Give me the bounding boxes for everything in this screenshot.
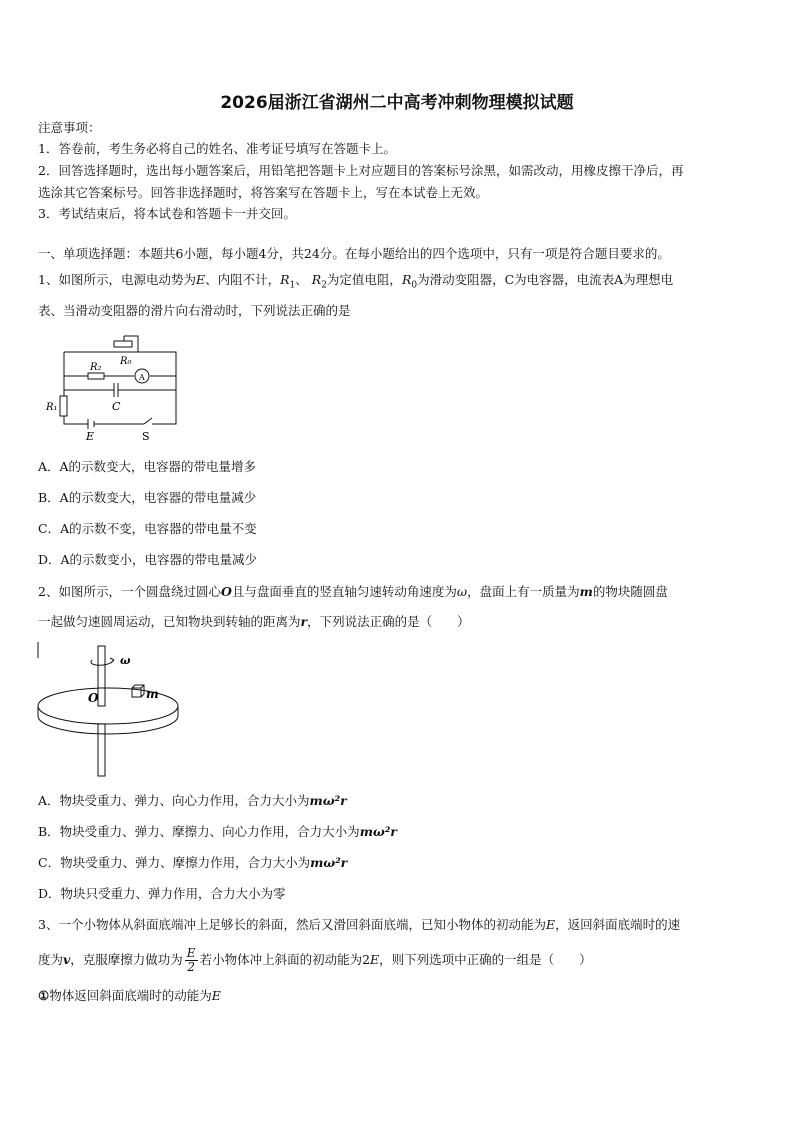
q1-stem-line2: 表、当滑动变阻器的滑片向右滑动时，下列说法正确的是 (38, 303, 351, 318)
ammeter-label: A (139, 373, 145, 382)
q3-stem-line1: 3、一个小物体从斜面底端冲上足够长的斜面，然后又滑回斜面底端，已知小物体的初动能为E，返回斜面底端时的速 (38, 917, 681, 932)
q1-option-c[interactable]: C．A的示数不变，电容器的带电量不变 (38, 521, 257, 536)
q1-option-a[interactable]: A．A的示数变大，电容器的带电量增多 (38, 459, 257, 474)
q3-statement-1: ①物体返回斜面底端时的动能为E (38, 988, 221, 1003)
q2-option-a[interactable]: A．物块受重力、弹力、向心力作用，合力大小为mω²r (38, 793, 347, 808)
q2-option-d[interactable]: D．物块只受重力、弹力作用，合力大小为零 (38, 886, 286, 901)
page-title: 2026届浙江省湖州二中高考冲刺物理模拟试题 (220, 93, 574, 113)
q2-option-b[interactable]: B．物块受重力、弹力、摩擦力、向心力作用，合力大小为mω²r (38, 824, 397, 839)
q3-stem-line2: 度为v，克服摩擦力做功为 $\frac{E}{2}$ 若小物体冲上斜面的初动能为2E，则下列选项中正确的一组是（ ） (38, 946, 592, 974)
center-o-label: O (88, 691, 99, 705)
q1-option-d[interactable]: D．A的示数变小，电容器的带电量减少 (38, 552, 258, 567)
notice-item-3: 3．考试结束后，将本试卷和答题卡一并交回。 (38, 206, 296, 221)
r0-label: R₀ (120, 356, 132, 367)
q1-stem-line1: 1、如图所示，电源电动势为E、内阻不计，$R_1$、 $R_2$为定值电阻，$R_0$为滑动变阻器，C为电容器，电流表A为理想电 (38, 272, 674, 291)
q2-stem-line2: 一起做匀速圆周运动，已知物块到转轴的距离为r，下列说法正确的是（ ） (38, 614, 470, 629)
statement-1-marker: ① (38, 988, 50, 1003)
rotating-disk-diagram (36, 640, 186, 780)
work-fraction: $\frac{E}{2}$ (186, 946, 196, 974)
r1-label: R₁ (46, 402, 58, 413)
q2-option-c[interactable]: C．物块受重力、弹力、摩擦力作用，合力大小为mω²r (38, 855, 348, 870)
source-label: E (86, 430, 95, 443)
q2-stem-line1: 2、如图所示，一个圆盘绕过圆心O且与盘面垂直的竖直轴匀速转动角速度为ω，盘面上有一质量为m的物块随圆盘 (38, 584, 668, 599)
notice-item-1: 1．答卷前，考生务必将自己的姓名、准考证号填写在答题卡上。 (38, 141, 396, 156)
capacitor-label: C (112, 400, 121, 413)
notice-item-2: 2．回答选择题时，选出每小题答案后，用铅笔把答题卡上对应题目的答案标号涂黑，如需改动，用橡皮擦干净后，再 (38, 163, 684, 178)
switch-label: S (142, 430, 150, 443)
notice-item-2-cont: 选涂其它答案标号。回答非选择题时，将答案写在答题卡上，写在本试卷上无效。 (38, 185, 489, 200)
q1-option-b[interactable]: B．A的示数变大，电容器的带电量减少 (38, 490, 257, 505)
circuit-diagram (44, 332, 184, 444)
notice-heading: 注意事项： (38, 120, 101, 135)
omega-label: ω (120, 654, 131, 667)
section-heading: 一、单项选择题：本题共6小题，每小题4分，共24分。在每小题给出的四个选项中，只有一项是符合题目要求的。 (38, 246, 670, 261)
mass-label: m (146, 687, 159, 701)
r2-label: R₂ (90, 362, 102, 373)
